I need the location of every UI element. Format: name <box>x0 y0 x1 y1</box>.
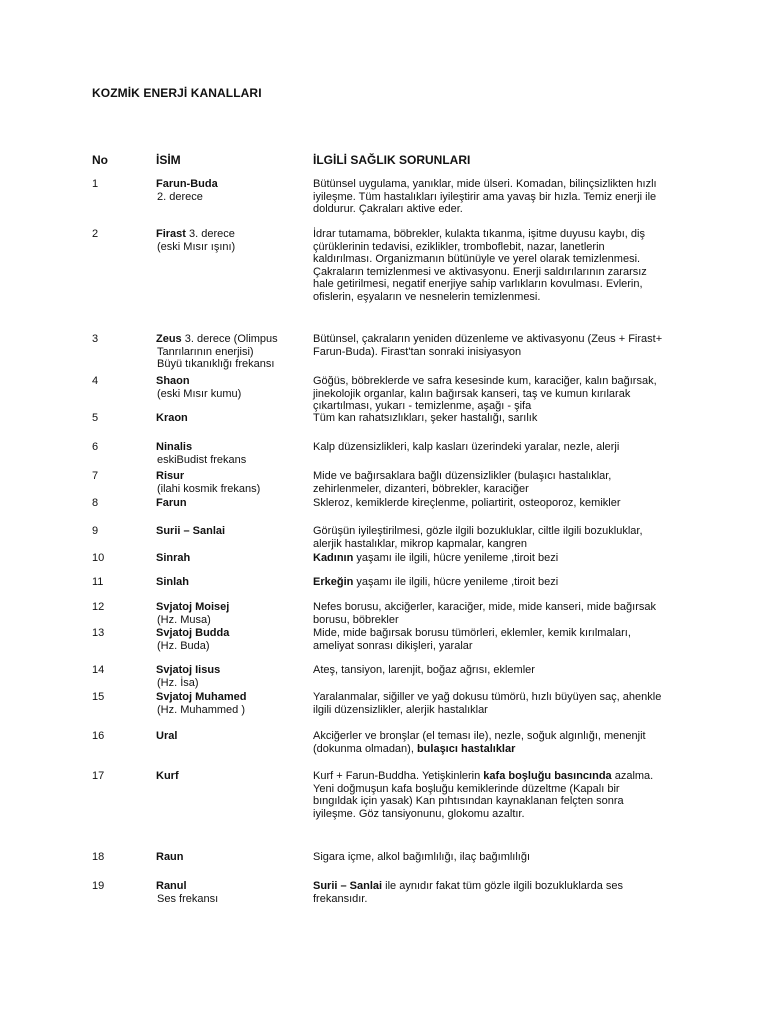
channel-subtitle: (Hz. Muhammed ) <box>157 703 246 716</box>
channel-subtitle: 2. derece <box>157 190 203 203</box>
channel-name: Shaon <box>156 375 190 387</box>
channel-degree: 3. derece <box>185 228 235 240</box>
health-issues <box>313 552 663 565</box>
emphasis-text: kafa boşluğu basıncında <box>483 770 612 782</box>
channel-name-cell <box>156 627 306 652</box>
description-text: yaşamı ile ilgili, hücre yenileme ,tiroit bezi <box>353 576 559 588</box>
channel-name: Svjatoj Moisej <box>156 601 230 613</box>
health-issues <box>313 576 663 589</box>
channel-subtitle: (eski Mısır kumu) <box>157 387 242 400</box>
row-number: 1 <box>92 178 99 190</box>
row-number: 19 <box>92 880 105 892</box>
health-issues <box>313 770 663 820</box>
health-issues <box>313 627 663 652</box>
channel-name-cell <box>156 412 306 425</box>
health-issues <box>313 228 663 304</box>
description-text: Akciğerler ve bronşlar (el teması ile), nezle, soğuk algınlığı, menenjit (dokunma olmadan), <box>313 730 646 755</box>
channel-name: Ural <box>156 730 178 742</box>
description-text: Mide, mide bağırsak borusu tümörleri, eklemler, kemik kırılmaları, ameliyat sonrası dikişleri, yaralar <box>313 627 631 652</box>
emphasis-text: Erkeğin <box>313 576 354 588</box>
channel-subtitle: (Hz. Buda) <box>157 639 210 652</box>
channel-name-cell <box>156 880 306 905</box>
health-issues <box>313 412 663 425</box>
row-number: 18 <box>92 851 105 863</box>
channel-name-cell <box>156 497 306 510</box>
channel-subtitle: (Hz. İsa) <box>157 676 199 689</box>
description-text: Bütünsel, çakraların yeniden düzenleme ve aktivasyonu (Zeus + Firast+ Farun-Buda). Firast'tan sonraki inisiyasyon <box>313 333 663 358</box>
description-text: Ateş, tansiyon, larenjit, boğaz ağrısı, eklemler <box>313 664 535 676</box>
header-name: İSİM <box>156 153 181 167</box>
channel-name: Raun <box>156 851 184 863</box>
channel-subtitle: (eski Mısır ışını) <box>157 240 236 253</box>
health-issues <box>313 601 663 626</box>
channel-name-cell <box>156 333 306 371</box>
document-title: KOZMİK ENERJİ KANALLARI <box>92 86 262 100</box>
channel-subtitle: Büyü tıkanıklığı frekansı <box>157 358 275 371</box>
row-number: 8 <box>92 497 99 509</box>
channel-name-cell <box>156 851 306 864</box>
health-issues <box>313 664 663 677</box>
health-issues <box>313 178 663 216</box>
channel-name: Kurf <box>156 770 179 782</box>
channel-name-cell <box>156 770 306 783</box>
channel-name: Ranul <box>156 880 187 892</box>
channel-name: Firast <box>156 228 186 240</box>
health-issues <box>313 525 663 550</box>
emphasis-text: Kadının <box>313 552 354 564</box>
channel-name-cell <box>156 470 306 495</box>
row-number: 2 <box>92 228 99 240</box>
row-number: 16 <box>92 730 105 742</box>
row-number: 17 <box>92 770 105 782</box>
row-number: 3 <box>92 333 99 345</box>
description-text: yaşamı ile ilgili, hücre yenileme ,tiroit bezi <box>353 552 559 564</box>
row-number: 5 <box>92 412 99 424</box>
channel-name: Farun <box>156 497 187 509</box>
health-issues <box>313 441 663 454</box>
channel-degree: 3. derece (Olimpus <box>181 333 278 345</box>
channel-name-cell <box>156 178 306 203</box>
channel-name-cell <box>156 441 306 466</box>
description-text: Nefes borusu, akciğerler, karaciğer, mide, mide kanseri, mide bağırsak borusu, böbrekler <box>313 601 656 626</box>
channel-name: Svjatoj Budda <box>156 627 230 639</box>
channel-name-cell <box>156 525 306 538</box>
health-issues <box>313 497 663 510</box>
channel-name-cell <box>156 664 306 689</box>
row-number: 11 <box>92 576 104 588</box>
description-text: Sigara içme, alkol bağımlılığı, ilaç bağımlılığı <box>313 851 531 863</box>
health-issues <box>313 880 663 905</box>
description-text: Yaralanmalar, siğiller ve yağ dokusu tümörü, hızlı büyüyen saç, ahenkle ilgili düzensizlikler, alerjik hastalıklar <box>313 691 662 716</box>
row-number: 13 <box>92 627 105 639</box>
channel-name: Svjatoj Muhamed <box>156 691 247 703</box>
row-number: 7 <box>92 470 99 482</box>
description-text: Bütünsel uygulama, yanıklar, mide ülseri. Komadan, bilinçsizlikten hızlı iyileşme. Tüm hastalıkları iyileştirir ama yavaş bir hızla. Temiz enerji ile doldurur. Çakraları aktive eder. <box>313 178 657 216</box>
header-no: No <box>92 153 108 167</box>
row-number: 4 <box>92 375 99 387</box>
row-number: 14 <box>92 664 105 676</box>
description-text: azalma. Yeni doğmuşun kafa boşluğu kemiklerinde düzeltme (Kapalı bir bıngıldak için yasak) Kan pıhtısından kaynaklanan felçten sonra iyileşme. Göz tansiyonunu, glokomu azaltır. <box>313 770 654 820</box>
channel-name: Sinrah <box>156 552 191 564</box>
health-issues <box>313 730 663 755</box>
channel-name: Farun-Buda <box>156 178 218 190</box>
description-text: Mide ve bağırsaklara bağlı düzensizlikler (bulaşıcı hastalıklar, zehirlenmeler, dizanteri, böbrekler, karaciğer <box>313 470 612 495</box>
health-issues <box>313 375 663 413</box>
channel-subtitle: Tanrılarının enerjisi) <box>157 345 254 358</box>
description-text: Göğüs, böbreklerde ve safra kesesinde kum, karaciğer, kalın bağırsak, jinekolojik organlar, kalın bağırsak kanseri, taş ve kumun kırılarak çıkartılması, yukarı - temizlenme, aşağı - şifa <box>313 375 657 413</box>
channel-name: Kraon <box>156 412 188 424</box>
description-text: Skleroz, kemiklerde kireçlenme, poliartirit, osteoporoz, kemikler <box>313 497 621 509</box>
description-text: Tüm kan rahatsızlıkları, şeker hastalığı, sarılık <box>313 412 538 424</box>
channel-name-cell <box>156 730 306 743</box>
channel-subtitle: Ses frekansı <box>157 892 219 905</box>
health-issues <box>313 851 663 864</box>
description-text: ile aynıdır fakat tüm gözle ilgili bozukluklarda ses frekansıdır. <box>313 880 623 905</box>
description-text: Kurf + Farun-Buddha. Yetişkinlerin <box>313 770 484 782</box>
description-text: İdrar tutamama, böbrekler, kulakta tıkanma, işitme duyusu kaybı, diş çürüklerinin tedavisi, eziklikler, tromboflebit, nazar, lanetlerin kaldırılması. Organizmanın bütünüyle ve yerel olarak temizlenmesi. Çakraların temizlenmesi ve aktivasyonu. Enerji saldırılarının zararsız hale getirilmesi, negatif enerjiye sahip varlıkların kovulması. Evlerin, ofislerin, eşyaların ve nesnelerin temizlenmesi. <box>313 228 647 303</box>
row-number: 6 <box>92 441 99 453</box>
channel-name-cell <box>156 576 306 589</box>
channel-name: Risur <box>156 470 185 482</box>
channel-name-cell <box>156 601 306 626</box>
row-number: 10 <box>92 552 105 564</box>
health-issues <box>313 470 663 495</box>
health-issues <box>313 333 663 358</box>
channel-name-cell <box>156 552 306 565</box>
channel-subtitle: eskiBudist frekans <box>157 453 247 466</box>
emphasis-text: bulaşıcı hastalıklar <box>416 742 516 755</box>
row-number: 9 <box>92 525 99 537</box>
channel-name: Sinlah <box>156 576 190 588</box>
description-text: Kalp düzensizlikleri, kalp kasları üzerindeki yaralar, nezle, alerji <box>313 441 620 453</box>
row-number: 12 <box>92 601 105 613</box>
header-description: İLGİLİ SAĞLIK SORUNLARI <box>313 153 471 167</box>
channel-subtitle: (Hz. Musa) <box>157 613 211 626</box>
health-issues <box>313 691 663 716</box>
channel-name: Zeus <box>156 333 182 345</box>
channel-name: Ninalis <box>156 441 193 453</box>
description-text: Görüşün iyileştirilmesi, gözle ilgili bozukluklar, ciltle ilgili bozukluklar, alerjik hastalıklar, mikrop kapmalar, kangren <box>313 525 643 550</box>
channel-name-cell <box>156 228 306 253</box>
row-number: 15 <box>92 691 105 703</box>
channel-name: Surii – Sanlai <box>156 525 226 537</box>
channel-name-cell <box>156 375 306 400</box>
emphasis-text: Surii – Sanlai <box>313 880 383 892</box>
channel-name: Svjatoj Iisus <box>156 664 221 676</box>
channel-subtitle: (ilahi kosmik frekans) <box>157 482 261 495</box>
channel-name-cell <box>156 691 306 716</box>
